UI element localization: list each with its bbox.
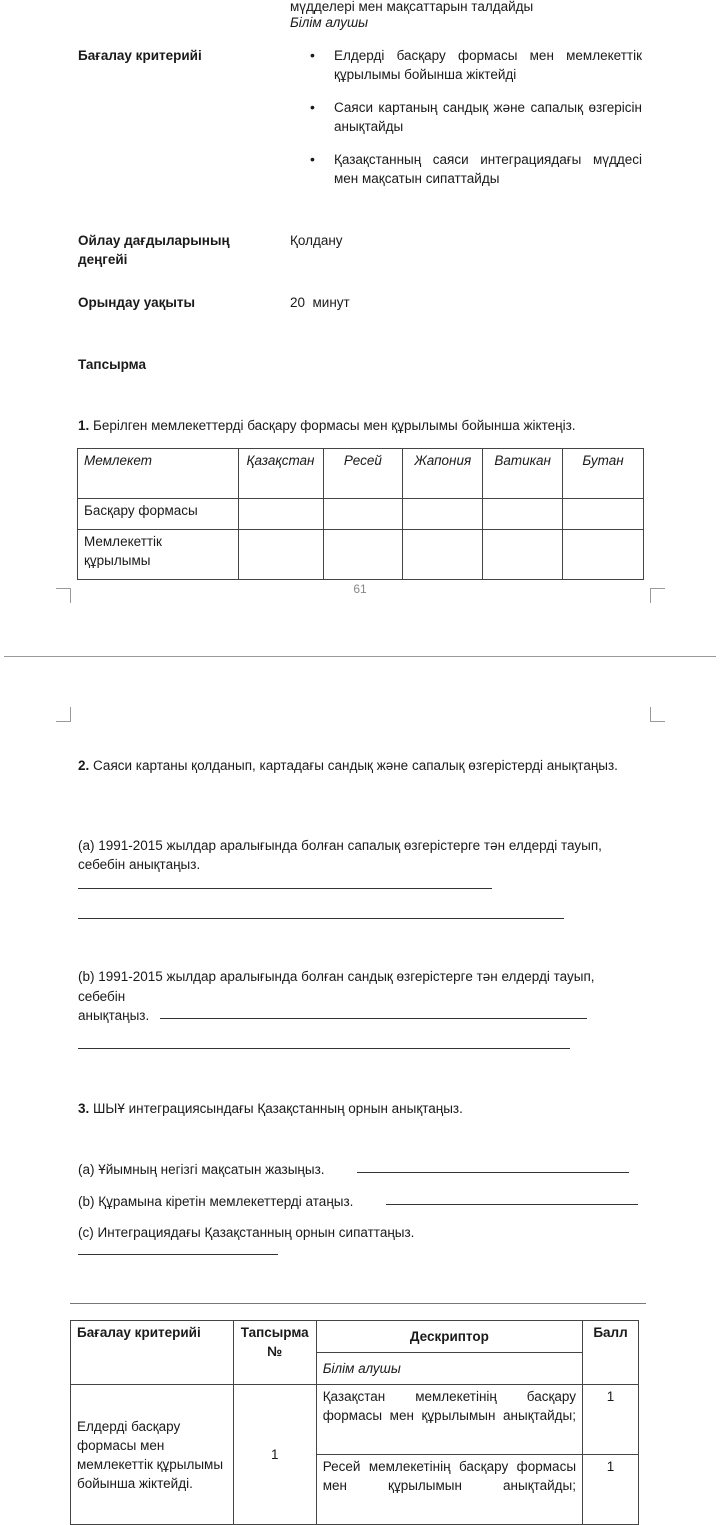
table2-sub-role: Білім алушы xyxy=(316,1353,582,1385)
task1-number: 1. xyxy=(78,418,90,433)
table1-cell[interactable] xyxy=(323,499,403,530)
table1-cell[interactable] xyxy=(563,530,644,580)
thinking-value: Қолдану xyxy=(290,233,343,248)
section-divider xyxy=(70,1303,646,1304)
answer-line[interactable] xyxy=(160,1018,587,1019)
answer-line[interactable] xyxy=(386,1204,638,1205)
task3 xyxy=(78,1099,463,1118)
answer-line[interactable] xyxy=(78,888,492,889)
task-label: Тапсырма xyxy=(78,357,146,372)
table2-header-descriptor: Дескриптор xyxy=(316,1321,582,1353)
answer-line[interactable] xyxy=(78,1254,278,1255)
table1-country: Ватикан xyxy=(483,449,563,499)
task3b: (b) Құрамына кіретін мемлекеттерді атаңыз. xyxy=(78,1194,354,1209)
table1-cell[interactable] xyxy=(483,499,563,530)
crop-mark xyxy=(650,588,665,603)
answer-line[interactable] xyxy=(357,1172,629,1173)
classification-table xyxy=(77,448,644,580)
criteria-item: • Елдерді басқару формасы мен мемлекеттік құрылымы бойынша жіктейді xyxy=(310,46,642,84)
top-role: Білім алушы xyxy=(290,15,369,30)
table1-cell[interactable] xyxy=(238,530,323,580)
task2a: (a) 1991-2015 жылдар аралығында болған сапалық өзгерістерге тән елдерді тауып, себебін анықтаңыз. xyxy=(78,838,602,872)
thinking-label: Ойлау дағдыларының деңгейі xyxy=(78,233,230,267)
table2-score: 1 xyxy=(583,1385,639,1455)
criteria-label: Бағалау критерийі xyxy=(78,48,202,63)
table1-cell[interactable] xyxy=(563,499,644,530)
page-number: 61 xyxy=(353,582,367,596)
task2b-line2: себебін xyxy=(78,989,126,1004)
task2 xyxy=(78,756,638,775)
crop-mark xyxy=(56,588,71,603)
task3a: (a) Ұйымның негізгі мақсатын жазыңыз. xyxy=(78,1162,325,1177)
table1-cell[interactable] xyxy=(238,499,323,530)
table1-header-label: Мемлекет xyxy=(78,449,239,499)
table2-header-criteria: Бағалау критерийі xyxy=(71,1321,234,1385)
criteria-list xyxy=(310,46,642,202)
task3-number: 3. xyxy=(78,1101,90,1116)
table1-country: Қазақстан xyxy=(238,449,323,499)
table1-row-label: Мемлекеттік құрылымы xyxy=(78,530,239,580)
task3-text: ШЫҰ интеграциясындағы Қазақстанның орнын анықтаңыз. xyxy=(93,1101,463,1116)
table1-cell[interactable] xyxy=(403,530,483,580)
table1-row-label: Басқару формасы xyxy=(78,499,239,530)
answer-line[interactable] xyxy=(78,918,564,919)
criteria-item: • Саяси картаның сандық және сапалық өзгерісін анықтайды xyxy=(310,98,642,136)
table1-country: Ресей xyxy=(323,449,403,499)
answer-line[interactable] xyxy=(78,1048,570,1049)
task1-text: Берілген мемлекеттерді басқару формасы мен құрылымы бойынша жіктеңіз. xyxy=(93,418,576,433)
table2-descriptor: Қазақстан мемлекетінің басқару формасы мен құрылымын анықтайды; xyxy=(316,1385,582,1455)
table1-cell[interactable] xyxy=(323,530,403,580)
table2-row-task-no: 1 xyxy=(233,1385,316,1525)
time-value: 20 минут xyxy=(290,295,350,310)
table2-descriptor: Ресей мемлекетінің басқару формасы мен құрылымын анықтайды; xyxy=(316,1455,582,1525)
crop-mark xyxy=(650,707,665,722)
table2-score: 1 xyxy=(583,1455,639,1525)
table2-row-criteria: Елдерді басқару формасы мен мемлекеттік құрылымы бойынша жіктейді. xyxy=(71,1385,234,1525)
table1-cell[interactable] xyxy=(483,530,563,580)
criteria-item: • Қазақстанның саяси интеграциядағы мүддесі мен мақсатын сипаттайды xyxy=(310,150,642,188)
assessment-table xyxy=(70,1320,639,1525)
top-line: мүдделері мен мақсаттарын талдайды xyxy=(290,0,534,14)
table1-country: Бутан xyxy=(563,449,644,499)
task2b-line3: анықтаңыз. xyxy=(78,1008,150,1023)
time-label: Орындау уақыты xyxy=(78,295,196,310)
task2-text: Саяси картаны қолданып, картадағы сандық және сапалық өзгерістерді анықтаңыз. xyxy=(93,758,618,773)
table1-country: Жапония xyxy=(403,449,483,499)
task2b-line1: (b) 1991-2015 жылдар аралығында болған сандық өзгерістерге тән елдерді тауып, xyxy=(78,969,595,984)
task1 xyxy=(78,416,576,435)
task2-number: 2. xyxy=(78,758,90,773)
table2-header-task: Тапсырма № xyxy=(233,1321,316,1385)
table1-cell[interactable] xyxy=(403,499,483,530)
table2-header-score: Балл xyxy=(583,1321,639,1385)
task3c: (c) Интеграциядағы Қазақстанның орнын сипаттаңыз. xyxy=(78,1225,415,1240)
page-separator xyxy=(4,656,716,657)
crop-mark xyxy=(56,707,71,722)
